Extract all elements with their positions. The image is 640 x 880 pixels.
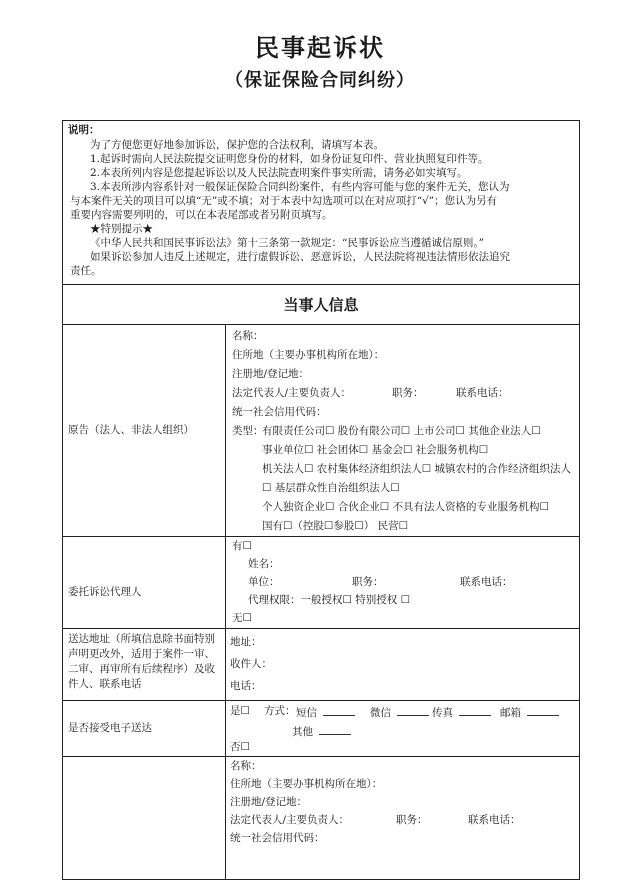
service-label-line-4: 件人、联系电话: [68, 678, 142, 690]
agent-unit-field[interactable]: 单位：: [248, 576, 280, 588]
notes-item-3-line-2: 与本案件无关的项目可以填“无”或不填；对于本表中勾选项可以在对应项打“√”；您认为另有: [70, 195, 498, 207]
service-label-line-3: 二审、再审所有后续程序）及收: [68, 663, 215, 675]
electronic-yes-checkbox[interactable]: 是☐: [230, 705, 250, 717]
defendant-legal-rep-field[interactable]: 法定代表人/主要负责人：: [230, 814, 350, 826]
agent-none-checkbox[interactable]: 无☐: [232, 612, 252, 624]
service-label-line-1: 送达地址（所填信息除书面特别: [68, 633, 215, 645]
plaintiff-type-options-1[interactable]: 有限责任公司☐ 股份有限公司☐ 上市公司☐ 其他企业法人☐: [262, 425, 541, 437]
electronic-fax-field[interactable]: 传真: [432, 705, 497, 720]
special-tip-line-3: 责任。: [70, 265, 102, 277]
defendant-address-field[interactable]: 住所地（主要办事机构所在地）：: [230, 778, 383, 790]
column-divider: [225, 324, 226, 880]
agent-position-field[interactable]: 职务：: [352, 576, 384, 588]
plaintiff-credit-code-field[interactable]: 统一社会信用代码：: [232, 406, 327, 418]
agent-label: 委托诉讼代理人: [68, 586, 142, 598]
plaintiff-type-options-2[interactable]: 事业单位☐ 社会团体☐ 基金会☐ 社会服务机构☐: [262, 444, 489, 456]
electronic-method-label: 方式：: [264, 705, 296, 717]
notes-item-1: 1.起诉时需向人民法院提交证明您身份的材料，如身份证复印件、营业执照复印件等。: [90, 153, 489, 165]
notes-item-2: 2.本表所列内容是您提起诉讼以及人民法院查明案件事实所需，请务必如实填写。: [90, 167, 468, 179]
notes-item-3-line-1: 3.本表所涉内容系针对一般保证保险合同纠纷案件，有些内容可能与您的案件无关，您认为: [90, 181, 510, 193]
notes-heading: 说明：: [68, 124, 100, 136]
special-tip-line-1: 《中华人民共和国民事诉讼法》第十三条第一款规定：“民事诉讼应当遵循诚信原则。”: [90, 237, 484, 249]
plaintiff-address-field[interactable]: 住所地（主要办事机构所在地）：: [232, 349, 385, 361]
divider: [62, 536, 580, 537]
service-recipient-field[interactable]: 收件人：: [230, 658, 272, 670]
plaintiff-name-field[interactable]: 名称：: [232, 330, 264, 342]
document-subtitle: （保证保险合同纠纷）: [225, 70, 415, 91]
agent-has-checkbox[interactable]: 有☐: [232, 540, 252, 552]
electronic-other-field[interactable]: 其他: [292, 724, 357, 739]
plaintiff-type-label: 类型：: [232, 425, 264, 437]
plaintiff-position-field[interactable]: 职务：: [392, 387, 424, 399]
service-phone-field[interactable]: 电话：: [230, 680, 262, 692]
defendant-name-field[interactable]: 名称：: [230, 760, 262, 772]
electronic-service-label: 是否接受电子送达: [68, 722, 152, 734]
agent-name-field[interactable]: 姓名：: [248, 558, 280, 570]
divider: [62, 324, 580, 325]
electronic-no-checkbox[interactable]: 否☐: [230, 741, 250, 753]
electronic-email-field[interactable]: 邮箱: [500, 705, 565, 720]
notes-item-3-line-3: 重要内容需要列明的，可以在本表尾部或者另附页填写。: [70, 209, 333, 221]
divider: [62, 628, 580, 629]
plaintiff-label: 原告（法人、非法人组织）: [68, 424, 194, 436]
plaintiff-type-options-5[interactable]: 个人独资企业☐ 合伙企业☐ 不具有法人资格的专业服务机构☐: [262, 501, 549, 513]
plaintiff-phone-field[interactable]: 联系电话：: [456, 387, 509, 399]
plaintiff-type-options-6[interactable]: 国有☐（控股☐参股☐） 民营☐: [262, 520, 408, 532]
plaintiff-reg-address-field[interactable]: 注册地/登记地：: [232, 368, 310, 380]
electronic-sms-field[interactable]: 短信: [296, 705, 361, 720]
special-tip-heading: ★特别提示★: [90, 223, 153, 235]
service-label-line-2: 声明更改外，适用于案件一审、: [68, 648, 215, 660]
electronic-wechat-field[interactable]: 微信: [370, 705, 435, 720]
special-tip-line-2: 如果诉讼参加人违反上述规定，进行虚假诉讼、恶意诉讼，人民法院将视违法情形依法追究: [90, 251, 510, 263]
document-title: 民事起诉状: [255, 34, 385, 62]
agent-authority-options[interactable]: 代理权限：一般授权☐ 特别授权 ☐: [248, 594, 411, 606]
notes-intro: 为了方便您更好地参加诉讼，保护您的合法权利，请填写本表。: [90, 139, 384, 151]
agent-phone-field[interactable]: 联系电话：: [460, 576, 513, 588]
service-address-field[interactable]: 地址：: [230, 636, 262, 648]
plaintiff-type-options-4[interactable]: ☐ 基层群众性自治组织法人☐: [262, 482, 400, 494]
defendant-phone-field[interactable]: 联系电话：: [468, 814, 521, 826]
defendant-credit-code-field[interactable]: 统一社会信用代码：: [230, 832, 325, 844]
section-title: 当事人信息: [283, 296, 359, 314]
divider: [62, 756, 580, 757]
plaintiff-type-options-3[interactable]: 机关法人☐ 农村集体经济组织法人☐ 城镇农村的合作经济组织法人: [262, 463, 572, 475]
divider: [62, 700, 580, 701]
defendant-reg-address-field[interactable]: 注册地/登记地：: [230, 796, 308, 808]
defendant-position-field[interactable]: 职务：: [396, 814, 428, 826]
plaintiff-legal-rep-field[interactable]: 法定代表人/主要负责人：: [232, 387, 352, 399]
divider: [62, 284, 580, 285]
